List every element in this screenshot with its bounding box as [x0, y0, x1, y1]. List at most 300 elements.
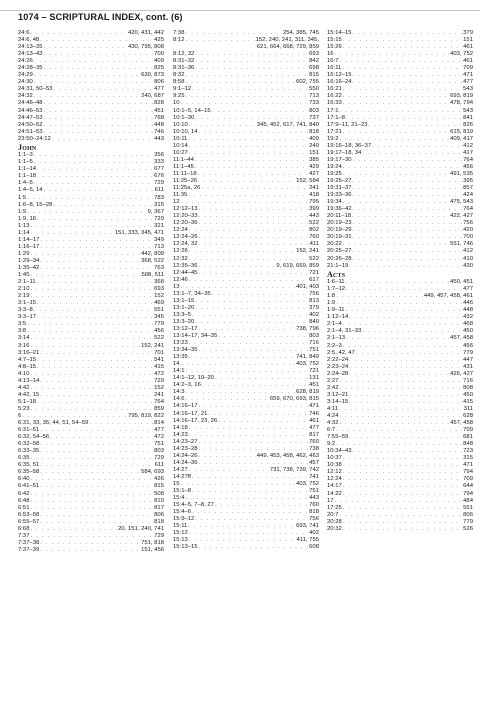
entry-pages: 526: [463, 525, 473, 532]
leader-dots: [343, 526, 462, 533]
index-entry: [173, 185, 319, 192]
index-entry: [327, 476, 473, 483]
leader-dots: [336, 293, 423, 300]
entry-pages: 814: [154, 420, 164, 427]
leader-dots: [199, 234, 309, 241]
entry-reference: 24:13–43: [18, 51, 43, 58]
index-entry: [18, 420, 164, 427]
entry-pages: 701: [154, 349, 164, 356]
index-column-2: [173, 30, 319, 551]
index-entry: [18, 448, 164, 455]
entry-pages: 729: [154, 455, 164, 462]
entry-pages: 403, 752: [296, 361, 319, 368]
index-entry: [327, 307, 473, 314]
index-entry: [173, 58, 319, 65]
entry-reference: 8:31–32: [173, 58, 195, 65]
entry-reference: 24:46–48: [18, 100, 43, 107]
entry-reference: 15:4: [173, 495, 185, 502]
entry-reference: 17:1: [327, 107, 339, 114]
index-entry: [173, 129, 319, 136]
entry-pages: 522: [309, 220, 319, 227]
index-entry: [18, 136, 164, 143]
leader-dots: [343, 37, 462, 44]
entry-pages: 751, 818: [141, 539, 164, 546]
leader-dots: [353, 448, 463, 455]
entry-pages: 794: [463, 469, 473, 476]
index-entry: [327, 512, 473, 519]
entry-pages: 815: [309, 72, 319, 79]
leader-dots: [195, 65, 308, 72]
leader-dots: [30, 385, 153, 392]
index-entry: [18, 286, 164, 293]
entry-reference: 2:23–24: [327, 363, 349, 370]
index-entry: [18, 335, 164, 342]
leader-dots: [181, 100, 309, 107]
entry-reference: 14:23–28: [173, 445, 198, 452]
entry-reference: 6:68: [18, 525, 30, 532]
entry-pages: 729: [154, 377, 164, 384]
index-entry: [18, 115, 164, 122]
index-entry: [18, 93, 164, 100]
leader-dots: [335, 51, 450, 58]
entry-reference: 14:24–36: [173, 459, 198, 466]
leader-dots: [339, 58, 462, 65]
entry-reference: 8:32: [173, 72, 185, 79]
index-entry: [18, 258, 164, 265]
leader-dots: [199, 403, 309, 410]
entry-reference: 15:4–6: [173, 509, 192, 516]
index-entry: [18, 79, 164, 86]
entry-reference: 20:32: [327, 525, 342, 532]
index-entry: [173, 389, 319, 396]
entry-reference: 14:17: [327, 483, 342, 490]
leader-dots: [40, 441, 153, 448]
leader-dots: [349, 399, 462, 406]
leader-dots: [343, 241, 449, 248]
leader-dots: [40, 483, 153, 490]
entry-pages: 412: [463, 248, 473, 255]
index-entry: [173, 467, 319, 474]
book-heading: Acts: [327, 269, 346, 279]
entry-reference: 2:1–11: [18, 279, 36, 286]
index-entry: [173, 93, 319, 100]
index-entry: [18, 434, 164, 441]
leader-dots: [339, 108, 462, 115]
entry-pages: 151: [463, 37, 473, 44]
entry-reference: 19:16–18, 36–37: [327, 142, 372, 149]
entry-pages: 152: [154, 384, 164, 391]
index-entry: [18, 122, 164, 129]
entry-pages: 779: [154, 321, 164, 328]
leader-dots: [44, 129, 154, 136]
leader-dots: [192, 86, 308, 93]
leader-dots: [89, 420, 153, 427]
entry-pages: 450: [463, 328, 473, 335]
entry-pages: 828: [154, 100, 164, 107]
index-entry: [327, 241, 473, 248]
entry-pages: 385: [309, 156, 319, 163]
entry-pages: 477: [309, 424, 319, 431]
leader-dots: [37, 300, 153, 307]
entry-pages: 345: [154, 314, 164, 321]
leader-dots: [343, 462, 462, 469]
entry-pages: 311: [463, 405, 473, 412]
entry-reference: 1:5: [18, 194, 27, 201]
entry-reference: 14:3: [173, 389, 185, 396]
entry-reference: 7:55–59: [327, 434, 349, 441]
entry-reference: 3:14: [18, 335, 30, 342]
entry-reference: 1:4–5: [18, 180, 33, 187]
entry-pages: 450, 451: [450, 279, 473, 286]
entry-reference: 12:44–45: [173, 269, 198, 276]
entry-reference: 4:10: [18, 370, 30, 377]
entry-reference: 6:31, 33, 35, 44, 51, 54–59: [18, 420, 89, 427]
entry-reference: 14:1–12, 19–20: [173, 375, 214, 382]
index-entry: [173, 523, 319, 530]
index-entry: [327, 519, 473, 526]
index-entry: [327, 469, 473, 476]
index-entry: [18, 512, 164, 519]
entry-reference: 13:14–17, 34–35: [173, 333, 218, 340]
entry-reference: 1:4–5, 14: [18, 187, 43, 194]
entry-pages: 508, 511: [141, 272, 164, 279]
entry-pages: 426, 427: [450, 370, 473, 377]
entry-pages: 806: [154, 511, 164, 518]
leader-dots: [34, 152, 153, 159]
leader-dots: [349, 434, 462, 441]
entry-reference: 17: [327, 497, 334, 504]
leader-dots: [195, 319, 308, 326]
leader-dots: [181, 361, 296, 368]
entry-reference: 14:6: [173, 396, 185, 403]
entry-pages: 779: [463, 349, 473, 356]
leader-dots: [212, 108, 308, 115]
entry-reference: 1:1–3: [18, 152, 33, 159]
index-entry: [173, 108, 319, 115]
entry-reference: 16: [327, 51, 334, 58]
entry-pages: 241: [154, 391, 164, 398]
entry-reference: 4:32: [327, 420, 339, 427]
index-entry: [327, 44, 473, 51]
leader-dots: [189, 143, 308, 150]
entry-reference: 2:1–13: [327, 335, 346, 342]
index-entry: [173, 277, 319, 284]
entry-pages: 802: [309, 227, 319, 234]
entry-reference: 6:41–51: [18, 483, 40, 490]
entry-reference: 11:25a, 26: [173, 185, 201, 192]
entry-pages: 522: [309, 255, 319, 262]
leader-dots: [30, 476, 153, 483]
leader-dots: [339, 406, 463, 413]
entry-pages: 541: [154, 356, 164, 363]
leader-dots: [30, 272, 140, 279]
index-entry: [18, 364, 164, 371]
entry-pages: 368, 522: [141, 257, 164, 264]
entry-pages: 475, 543: [450, 199, 473, 206]
entry-pages: 461: [463, 44, 473, 51]
index-entry: [327, 455, 473, 462]
leader-dots: [30, 455, 153, 462]
leader-dots: [201, 185, 308, 192]
entry-pages: 152, 241: [296, 248, 319, 255]
index-entry: [18, 100, 164, 107]
index-entry: [327, 448, 473, 455]
entry-pages: 401, 403: [296, 283, 319, 290]
entry-pages: 241: [309, 185, 319, 192]
entry-reference: 2:42: [327, 384, 339, 391]
leader-dots: [44, 100, 154, 107]
index-entry: [327, 79, 473, 86]
leader-dots: [30, 491, 153, 498]
entry-pages: 751: [154, 441, 164, 448]
leader-dots: [208, 411, 308, 418]
entry-reference: 3:16: [18, 342, 30, 349]
entry-pages: 817: [154, 504, 164, 511]
leader-dots: [188, 523, 295, 530]
entry-pages: 806: [463, 511, 473, 518]
index-entry: [18, 86, 164, 93]
entry-reference: 8:31–36: [173, 65, 195, 72]
index-entry: [173, 488, 319, 495]
index-entry: [173, 72, 319, 79]
entry-pages: 151, 333, 345, 471: [114, 229, 164, 236]
leader-dots: [34, 79, 153, 86]
entry-pages: 848: [463, 441, 473, 448]
entry-reference: 15:12: [173, 530, 188, 537]
entry-pages: 550: [309, 86, 319, 93]
index-entry: [173, 241, 319, 248]
leader-dots: [40, 37, 153, 44]
entry-reference: 4:42, 15: [18, 391, 40, 398]
entry-pages: 429: [309, 163, 319, 170]
entry-reference: 14:23–27: [173, 438, 198, 445]
leader-dots: [30, 230, 113, 237]
entry-reference: 20:28: [327, 518, 342, 525]
leader-dots: [192, 312, 308, 319]
entry-reference: 6:32, 54–56: [18, 434, 50, 441]
entry-pages: 356: [154, 152, 164, 159]
entry-pages: 713: [154, 243, 164, 250]
index-column-3: [327, 30, 473, 533]
leader-dots: [192, 488, 308, 495]
index-entry: [173, 460, 319, 467]
leader-dots: [339, 136, 449, 143]
index-entry: [18, 51, 164, 58]
index-entry: [18, 108, 164, 115]
entry-pages: 818: [309, 128, 319, 135]
entry-pages: 709: [463, 65, 473, 72]
entry-pages: 9, 367: [147, 208, 164, 215]
index-entry: [173, 375, 319, 382]
entry-pages: 471: [309, 403, 319, 410]
entry-reference: 17:9–11, 21–23: [327, 121, 368, 128]
index-entry: [327, 86, 473, 93]
entry-pages: 729: [154, 532, 164, 539]
entry-pages: 426: [154, 476, 164, 483]
index-entry: [327, 157, 473, 164]
leader-dots: [27, 328, 153, 335]
index-entry: [18, 129, 164, 136]
entry-reference: 2:5, 42, 47: [327, 349, 355, 356]
leader-dots: [195, 58, 308, 65]
leader-dots: [346, 286, 462, 293]
leader-dots: [343, 321, 462, 328]
entry-pages: 630, 873: [141, 72, 164, 79]
leader-dots: [195, 516, 308, 523]
entry-reference: 16:11: [327, 65, 342, 72]
index-entry: [327, 72, 473, 79]
entry-pages: 818: [154, 518, 164, 525]
entry-pages: 677: [154, 166, 164, 173]
entry-reference: 1:1–14: [18, 166, 37, 173]
leader-dots: [339, 378, 462, 385]
entry-pages: 240, 687: [141, 93, 164, 100]
leader-dots: [185, 30, 281, 37]
entry-pages: 700: [154, 51, 164, 58]
entry-pages: 457: [309, 459, 319, 466]
index-entry: [18, 441, 164, 448]
leader-dots: [189, 248, 295, 255]
leader-dots: [30, 533, 153, 540]
entry-reference: 19:31–37: [327, 185, 352, 192]
entry-reference: 24:50–52: [18, 121, 43, 128]
entry-reference: 20:19–23: [327, 220, 352, 227]
entry-reference: 2:10: [18, 286, 30, 293]
index-entry: [327, 220, 473, 227]
entry-reference: 1:6–8, 15–28: [18, 201, 53, 208]
entry-reference: 1:9: [18, 208, 27, 215]
entry-reference: 24:47–53: [18, 114, 43, 121]
leader-dots: [343, 469, 462, 476]
index-entry: [18, 293, 164, 300]
index-entry: [173, 418, 319, 425]
leader-dots: [40, 237, 153, 244]
entry-pages: 760: [309, 502, 319, 509]
entry-pages: 768: [154, 114, 164, 121]
index-entry: [173, 396, 319, 403]
leader-dots: [53, 86, 153, 93]
entry-reference: 1:29: [18, 250, 30, 257]
entry-pages: 456: [154, 328, 164, 335]
entry-reference: 8:12: [173, 37, 185, 44]
leader-dots: [30, 526, 117, 533]
entry-pages: 644: [463, 483, 473, 490]
index-entry: [18, 469, 164, 476]
running-head: 1074 – SCRIPTURAL INDEX, cont. (6): [18, 12, 183, 22]
leader-dots: [343, 86, 462, 93]
index-entry: [173, 502, 319, 509]
entry-pages: 857: [463, 185, 473, 192]
entry-reference: 3:3–17: [18, 314, 37, 321]
index-entry: [18, 392, 164, 399]
entry-reference: 1:13: [18, 222, 30, 229]
entry-reference: 6:35–58: [18, 469, 40, 476]
entry-pages: 368: [154, 279, 164, 286]
entry-pages: 738, 796: [296, 325, 319, 332]
index-entry: [173, 143, 319, 150]
index-entry: [327, 93, 473, 100]
entry-reference: 24:30: [18, 79, 33, 86]
entry-pages: 478, 794: [450, 100, 473, 107]
entry-pages: 457, 458: [450, 335, 473, 342]
leader-dots: [218, 418, 308, 425]
index-entry: [18, 180, 164, 187]
entry-reference: 1:9, 16: [18, 215, 37, 222]
index-entry: [173, 150, 319, 157]
leader-dots: [181, 199, 309, 206]
entry-reference: 2:19: [18, 293, 30, 300]
entry-reference: 10:37: [327, 455, 342, 462]
index-entry: [327, 406, 473, 413]
entry-reference: 12:35–36: [173, 262, 198, 269]
leader-dots: [339, 413, 462, 420]
entry-pages: 9, 619, 669, 859: [276, 262, 319, 269]
leader-dots: [30, 505, 153, 512]
leader-dots: [30, 223, 153, 230]
leader-dots: [346, 307, 463, 314]
leader-dots: [189, 467, 269, 474]
entry-pages: 779: [463, 518, 473, 525]
entry-reference: 15:13–15: [173, 544, 198, 551]
entry-pages: 716: [309, 340, 319, 347]
leader-dots: [199, 129, 309, 136]
entry-pages: 628: [463, 412, 473, 419]
leader-dots: [195, 164, 308, 171]
index-entry: [327, 462, 473, 469]
entry-pages: 731, 738, 739, 742: [269, 466, 319, 473]
entry-reference: 19:33–36: [327, 192, 352, 199]
leader-dots: [372, 143, 462, 150]
index-entry: [173, 51, 319, 58]
entry-pages: 443: [309, 213, 319, 220]
entry-pages: 151: [309, 149, 319, 156]
leader-dots: [346, 279, 449, 286]
leader-dots: [198, 178, 295, 185]
index-entry: [327, 100, 473, 107]
leader-dots: [188, 192, 308, 199]
entry-reference: 20:19–31: [327, 234, 352, 241]
entry-pages: 151, 456: [141, 546, 164, 553]
index-entry: [18, 37, 164, 44]
entry-pages: 751: [309, 347, 319, 354]
leader-dots: [44, 44, 127, 51]
leader-dots: [30, 343, 140, 350]
entry-reference: 2:2–3: [327, 342, 342, 349]
leader-dots: [53, 202, 153, 209]
index-entry: [173, 544, 319, 551]
entry-pages: 741: [309, 473, 319, 480]
entry-pages: 152, 240, 241, 311, 345,: [255, 37, 319, 44]
leader-dots: [353, 206, 463, 213]
entry-pages: 815: [154, 483, 164, 490]
entry-pages: 659, 670, 693, 815: [269, 396, 319, 403]
index-entry: [173, 256, 319, 263]
entry-pages: 826: [463, 121, 473, 128]
index-entry: [18, 526, 164, 533]
leader-dots: [199, 544, 309, 551]
index-entry: [327, 526, 473, 533]
leader-dots: [30, 251, 140, 258]
entry-reference: 13: [173, 283, 180, 290]
index-entry: [18, 65, 164, 72]
index-entry: [18, 30, 164, 37]
index-entry: [173, 361, 319, 368]
leader-dots: [40, 244, 153, 251]
index-entry: [327, 314, 473, 321]
index-entry: [327, 30, 473, 37]
leader-dots: [353, 79, 463, 86]
entry-pages: 522: [154, 335, 164, 342]
